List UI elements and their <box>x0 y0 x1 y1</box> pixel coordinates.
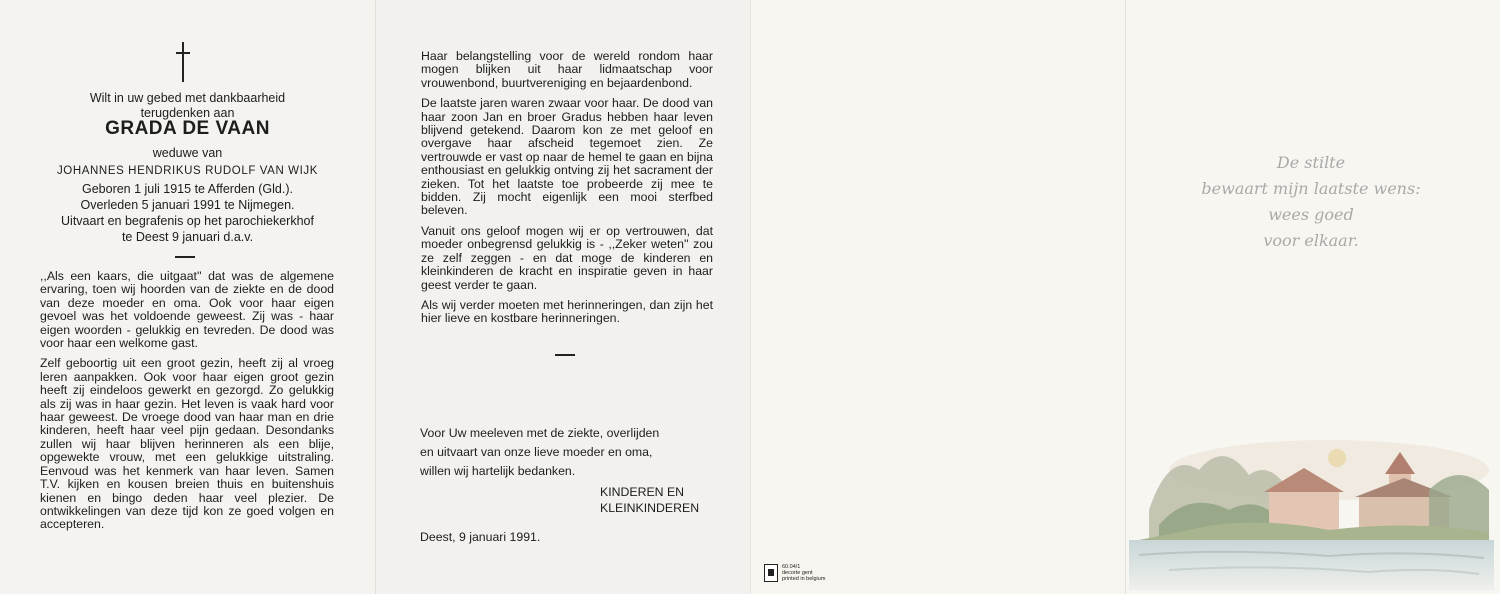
husband-name: JOHANNES HENDRIKUS RUDOLF VAN WIJK <box>56 165 319 177</box>
signature-line: KINDEREN EN <box>600 485 685 499</box>
thanks-line: willen wij hartelijk bedanken. <box>420 464 576 478</box>
poem-line: wees goed <box>1268 205 1354 224</box>
printer-mark <box>764 564 825 582</box>
intro-line-2: terugdenken aan <box>140 106 235 120</box>
poem-line: De stilte <box>1276 153 1346 172</box>
thanks-line: en uitvaart van onze lieve moeder en oma, <box>420 445 653 459</box>
printer-name: decorte gent <box>782 570 813 576</box>
signature-line: KLEINKINDEREN <box>600 501 700 515</box>
divider <box>555 354 575 356</box>
obituary-text <box>40 270 334 539</box>
widow-label: weduwe van <box>152 146 223 160</box>
paragraph: Haar belangstelling voor de wereld rondom haar mogen blijken uit haar lidmaatschap voor vrouwenbond, buurtvereniging en bejaardenbond. <box>421 49 713 90</box>
funeral-line-2: te Deest 9 januari d.a.v. <box>121 230 254 244</box>
poem-line: voor elkaar. <box>1263 231 1359 250</box>
divider <box>175 256 195 258</box>
landscape-illustration <box>1129 430 1494 590</box>
funeral-line-1: Uitvaart en begrafenis op het parochiekerkhof <box>61 214 314 228</box>
place-date: Deest, 9 januari 1991. <box>420 530 541 544</box>
paragraph: Als wij verder moeten met herinneringen, dan zijn het hier lieve en kostbare herinneringen. <box>421 297 713 326</box>
poem-line: bewaart mijn laatste wens: <box>1201 179 1421 198</box>
paragraph: Zelf geboortig uit een groot gezin, heeft zij al vroeg leren aanpakken. Ook voor haar eigen groot gezin heeft zij eindeloos gewerkt en gezorgd. Zo gelukkig als zij was in haar gezin. Het leven is vaak hard voor haar geweest. De vroege dood van haar man en drie kinderen, heeft haar veel pijn gedaan. Desondanks zullen wij haar blijven herinneren als een blije, opgewekte vrouw, met een gelukkige uitstraling. Eenvoud was het kenmerk van haar leven. Samen T.V. kijken en kousen breien thuis en buitenshuis kienen en bingo deden haar veel plezier. De ontwikkelingen van deze tijd kon ze goed volgen en accepteren. <box>40 356 334 532</box>
paragraph: De laatste jaren waren zwaar voor haar. De dood van haar zoon Jan en broer Gradus hebben haar leven blijvend getekend. Daarom kon ze met geloof en overgave haar afscheid tegemoet zien. Ze vertrouwde er vast op naar de hemel te gaan en bijna enthousiast en gelukkig ontving zij het sacrament der zieken. Tot het laatste toe probeerde zij mee te bidden. Zij mocht eigenlijk een mooi sterfbed beleven. <box>421 96 713 218</box>
printer-logo-icon <box>764 564 778 582</box>
panel-front <box>1125 0 1500 594</box>
death-line: Overleden 5 januari 1991 te Nijmegen. <box>80 198 295 212</box>
printer-text <box>782 564 825 582</box>
cross-icon <box>176 42 190 82</box>
intro-line-1: Wilt in uw gebed met dankbaarheid <box>89 91 286 105</box>
paragraph: Vanuit ons geloof mogen wij er op vertrouwen, dat moeder onbegrensd gelukkig is - ,,Zeker weten'' zou ze zelf zeggen - en dat moge de kinderen en kleinkinderen de kracht en inspiratie geven in haar geest verder te gaan. <box>421 223 713 292</box>
printer-code: 60.04/1 <box>782 564 801 570</box>
deceased-name: GRADA DE VAAN <box>105 118 270 139</box>
poem <box>1181 150 1441 254</box>
thanks-line: Voor Uw meeleven met de ziekte, overlijden <box>420 426 660 440</box>
panel-obituary <box>0 0 375 594</box>
paragraph: ,,Als een kaars, die uitgaat'' dat was de algemene ervaring, toen wij hoorden van de ziekte en de dood van deze moeder en oma. Ook voor haar eigen gevoel was het voldoende geweest. Zij was - haar eigen woorden - gelukkig en tevreden. De dood was voor haar een welkome gast. <box>40 269 334 351</box>
signature <box>600 484 699 516</box>
thanks-text <box>420 424 720 481</box>
printer-origin: printed in belgium <box>782 576 826 582</box>
birth-line: Geboren 1 juli 1915 te Afferden (Gld.). <box>81 182 293 196</box>
continuation-text <box>421 50 713 333</box>
panel-blank <box>750 0 1126 594</box>
